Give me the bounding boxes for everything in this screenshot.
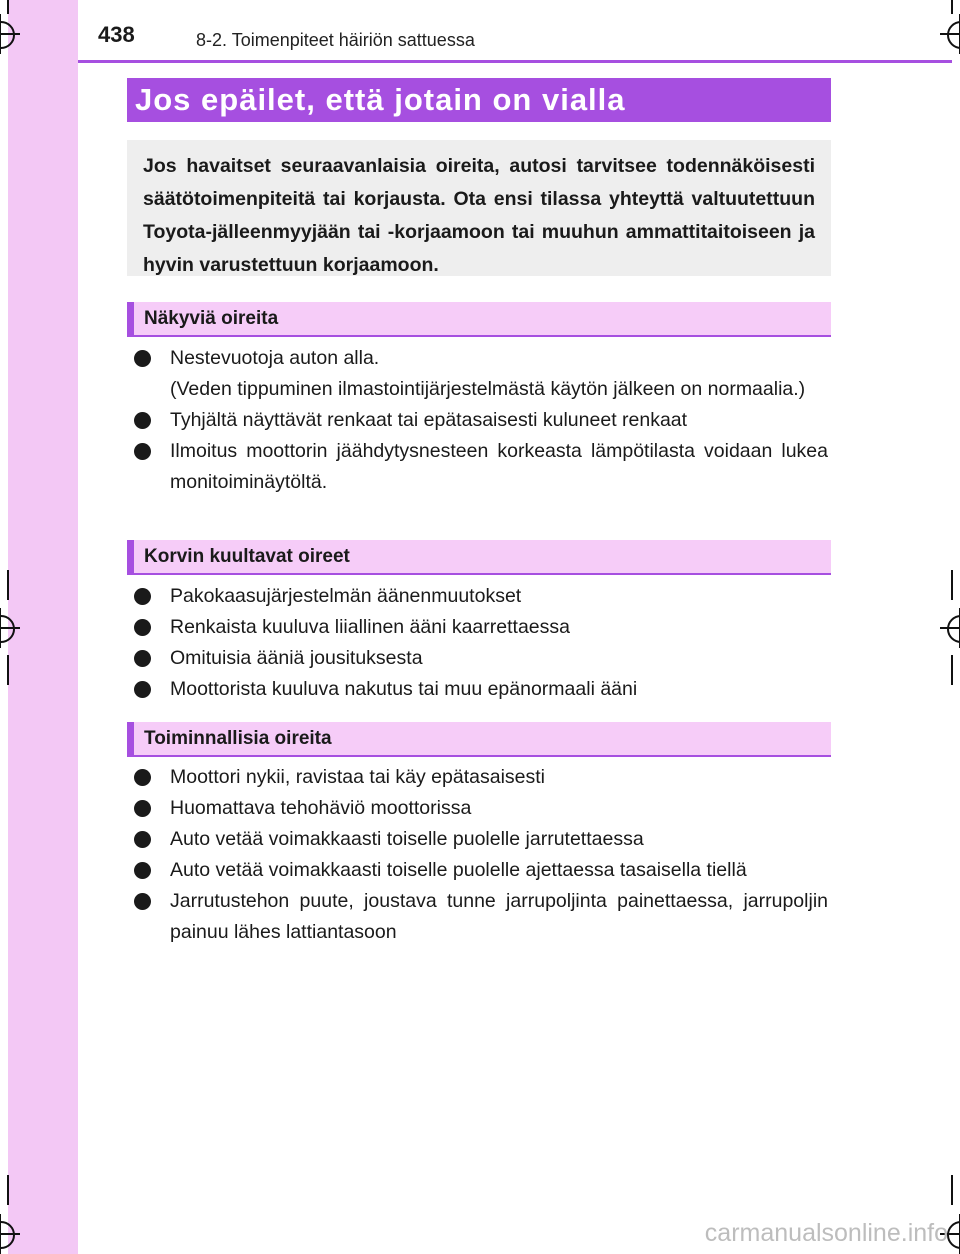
- section-list-visible: [132, 343, 828, 498]
- list-item-subtext: (Veden tippuminen ilmastointijärjestelmästä käytön jälkeen on normaalia.): [170, 378, 806, 400]
- list-item-text: Moottorista kuuluva nakutus tai muu epänormaali ääni: [170, 678, 638, 700]
- list-item-text: Huomattava tehohäviö moottorissa: [170, 797, 472, 819]
- list-item-text: Auto vetää voimakkaasti toiselle puolelle jarrutettaessa: [170, 828, 644, 850]
- list-item: [132, 405, 828, 436]
- chapter-title: 8-2. Toimenpiteet häiriön sattuessa: [196, 30, 475, 50]
- list-item: [132, 855, 828, 886]
- list-item: [132, 762, 828, 793]
- crop-mark: [951, 0, 953, 14]
- list-item-text: Renkaista kuuluva liiallinen ääni kaarrettaessa: [170, 616, 570, 638]
- crop-mark: [7, 0, 9, 14]
- crop-mark: [951, 570, 953, 600]
- list-item-text: Auto vetää voimakkaasti toiselle puolelle ajettaessa tasaisella tiellä: [170, 859, 747, 881]
- list-item: [132, 612, 828, 643]
- list-item-text: Moottori nykii, ravistaa tai käy epätasaisesti: [170, 766, 545, 788]
- registration-mark-icon: [0, 608, 20, 648]
- watermark: carmanualsonline.info: [704, 1219, 948, 1247]
- page-number: 438: [98, 22, 135, 47]
- list-item-text: Nestevuotoja auton alla.: [170, 347, 380, 369]
- crop-mark: [7, 655, 9, 685]
- section-heading-audible: Korvin kuultavat oireet: [127, 540, 831, 575]
- crop-mark: [7, 570, 9, 600]
- crop-mark: [951, 1175, 953, 1205]
- bullet-icon: [134, 443, 151, 460]
- registration-mark-icon: [0, 14, 20, 54]
- list-item-text: Omituisia ääniä jousituksesta: [170, 647, 423, 669]
- bullet-icon: [134, 800, 151, 817]
- list-item-text: Jarrutustehon puute, joustava tunne jarrupoljinta painettaessa, jarrupoljin painuu lähes lattiantasoon: [170, 890, 828, 943]
- bullet-icon: [134, 412, 151, 429]
- header-rule: [78, 60, 952, 63]
- bullet-icon: [134, 681, 151, 698]
- list-item: [132, 793, 828, 824]
- list-item: [132, 581, 828, 612]
- list-item-text: Pakokaasujärjestelmän äänenmuutokset: [170, 585, 522, 607]
- list-item: [132, 343, 828, 405]
- section-heading-functional: Toiminnallisia oireita: [127, 722, 831, 757]
- bullet-icon: [134, 831, 151, 848]
- crop-mark: [7, 1175, 9, 1205]
- registration-mark-icon: [0, 1214, 20, 1254]
- bullet-icon: [134, 650, 151, 667]
- list-item-text: Tyhjältä näyttävät renkaat tai epätasaisesti kuluneet renkaat: [170, 409, 688, 431]
- bullet-icon: [134, 619, 151, 636]
- crop-mark: [951, 655, 953, 685]
- list-item: [132, 886, 828, 948]
- intro-box: Jos havaitset seuraavanlaisia oireita, autosi tarvitsee todennäköisesti säätötoimenpiteitä tai korjausta. Ota ensi tilassa yhteyttä valtuutettuun Toyota-jälleenmyyjään tai -korjaamoon tai muuhun ammattitaitoiseen ja hyvin varustettuun korjaamoon.: [127, 140, 831, 276]
- registration-mark-icon: [940, 14, 960, 54]
- bullet-icon: [134, 893, 151, 910]
- bullet-icon: [134, 588, 151, 605]
- list-item: [132, 674, 828, 705]
- section-list-functional: [132, 762, 828, 948]
- list-item-text: Ilmoitus moottorin jäähdytysnesteen korkeasta lämpötilasta voidaan lukea monitoiminäytöltä.: [170, 440, 828, 493]
- list-item: [132, 436, 828, 498]
- section-heading-visible: Näkyviä oireita: [127, 302, 831, 337]
- bullet-icon: [134, 350, 151, 367]
- bullet-icon: [134, 769, 151, 786]
- registration-mark-icon: [940, 608, 960, 648]
- section-list-audible: [132, 581, 828, 705]
- page-title: Jos epäilet, että jotain on vialla: [127, 78, 831, 122]
- list-item: [132, 643, 828, 674]
- bullet-icon: [134, 862, 151, 879]
- list-item: [132, 824, 828, 855]
